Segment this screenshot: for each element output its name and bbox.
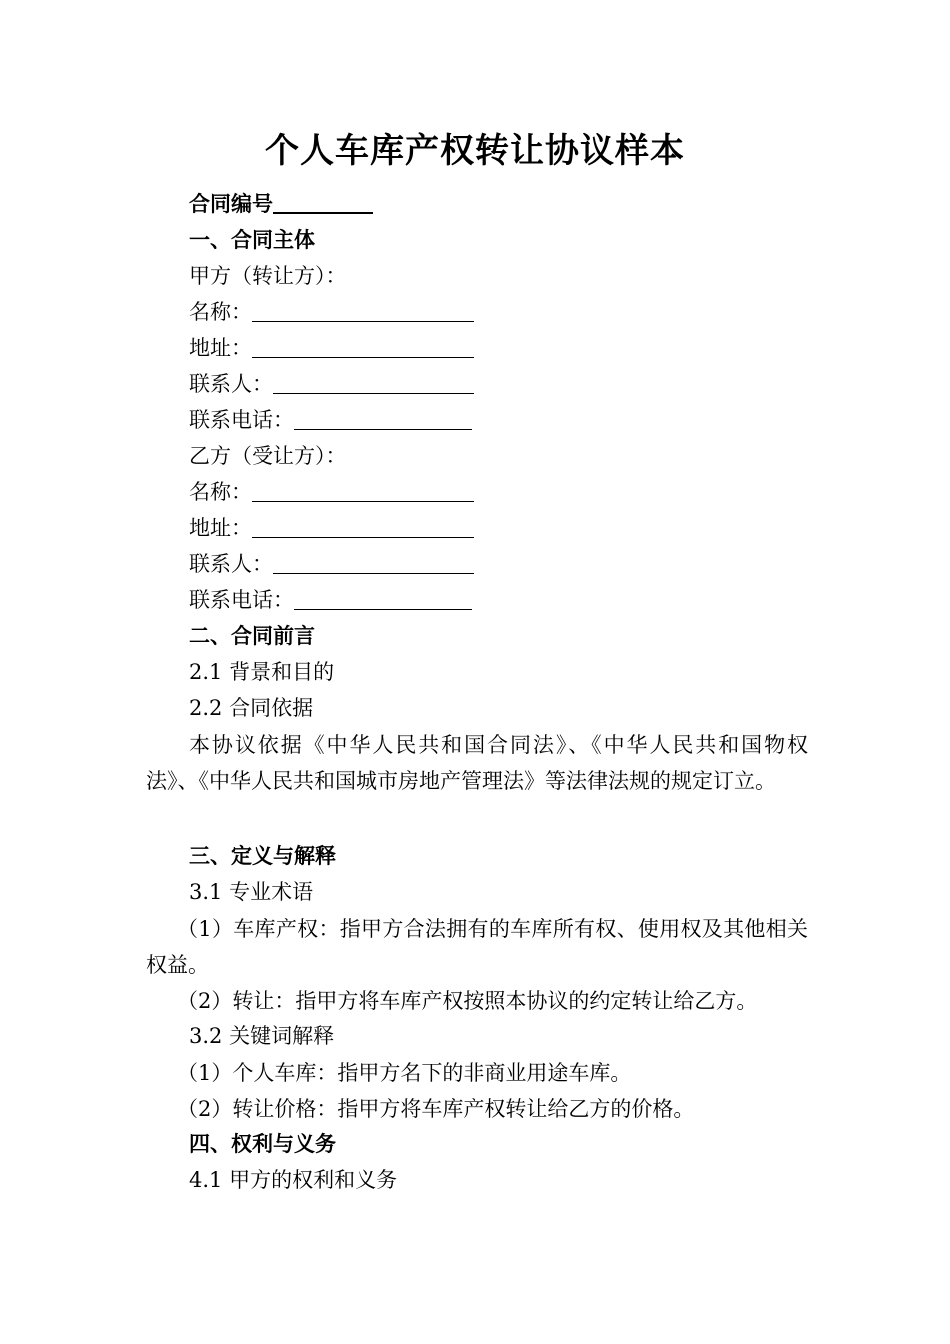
term-2: （2）转让：指甲方将车库产权按照本协议的约定转让给乙方。 bbox=[177, 989, 758, 1013]
contract-number-blank[interactable] bbox=[273, 190, 373, 214]
party-b-address-line bbox=[189, 513, 474, 543]
section3-heading: 三、定义与解释 bbox=[189, 844, 336, 868]
party-b-name-line bbox=[189, 477, 474, 507]
contract-number-label: 合同编号 bbox=[189, 192, 273, 216]
party-a-phone-label: 联系电话： bbox=[189, 408, 294, 432]
contract-number-line bbox=[189, 189, 373, 219]
party-a-phone-line bbox=[189, 405, 472, 435]
party-a-address-label: 地址： bbox=[189, 336, 252, 360]
basis-paragraph: 本协议依据《中华人民共和国合同法》、《中华人民共和国物权法》、《中华人民共和国城市房地产管理法》等法律法规的规定订立。 bbox=[146, 733, 808, 793]
party-b-phone-label: 联系电话： bbox=[189, 588, 294, 612]
party-b-name-label: 名称： bbox=[189, 480, 252, 504]
term-1: （1）车库产权：指甲方合法拥有的车库所有权、使用权及其他相关权益。 bbox=[146, 917, 808, 977]
item-2-2: 2.2 合同依据 bbox=[189, 696, 314, 720]
keyword-1: （1）个人车库：指甲方名下的非商业用途车库。 bbox=[177, 1061, 632, 1085]
party-b-address-blank[interactable] bbox=[252, 515, 474, 538]
item-2-1: 2.1 背景和目的 bbox=[189, 660, 335, 684]
keyword-2: （2）转让价格：指甲方将车库产权转让给乙方的价格。 bbox=[177, 1097, 695, 1121]
party-a-name-label: 名称： bbox=[189, 300, 252, 324]
party-a-name-line bbox=[189, 297, 474, 327]
item-3-2: 3.2 关键词解释 bbox=[189, 1024, 335, 1048]
party-b-contact-label: 联系人： bbox=[189, 552, 273, 576]
section1-heading: 一、合同主体 bbox=[189, 228, 315, 252]
party-a-contact-label: 联系人： bbox=[189, 372, 273, 396]
party-b-name-blank[interactable] bbox=[252, 479, 474, 502]
party-a-address-line bbox=[189, 333, 474, 363]
item-3-1: 3.1 专业术语 bbox=[189, 880, 314, 904]
party-b-phone-line bbox=[189, 585, 472, 615]
section2-heading: 二、合同前言 bbox=[189, 624, 315, 648]
party-a-name-blank[interactable] bbox=[252, 299, 474, 322]
party-b-contact-blank[interactable] bbox=[273, 551, 474, 574]
document-title: 个人车库产权转让协议样本 bbox=[265, 131, 685, 171]
item-4-1: 4.1 甲方的权利和义务 bbox=[189, 1168, 398, 1192]
party-b-address-label: 地址： bbox=[189, 516, 252, 540]
party-b-contact-line bbox=[189, 549, 474, 579]
party-a-label: 甲方（转让方）： bbox=[189, 264, 347, 288]
party-a-contact-line bbox=[189, 369, 474, 399]
party-a-address-blank[interactable] bbox=[252, 335, 474, 358]
section4-heading: 四、权利与义务 bbox=[189, 1132, 336, 1156]
party-b-label: 乙方（受让方）： bbox=[189, 444, 347, 468]
party-b-phone-blank[interactable] bbox=[294, 587, 472, 610]
party-a-contact-blank[interactable] bbox=[273, 371, 474, 394]
party-a-phone-blank[interactable] bbox=[294, 407, 472, 430]
